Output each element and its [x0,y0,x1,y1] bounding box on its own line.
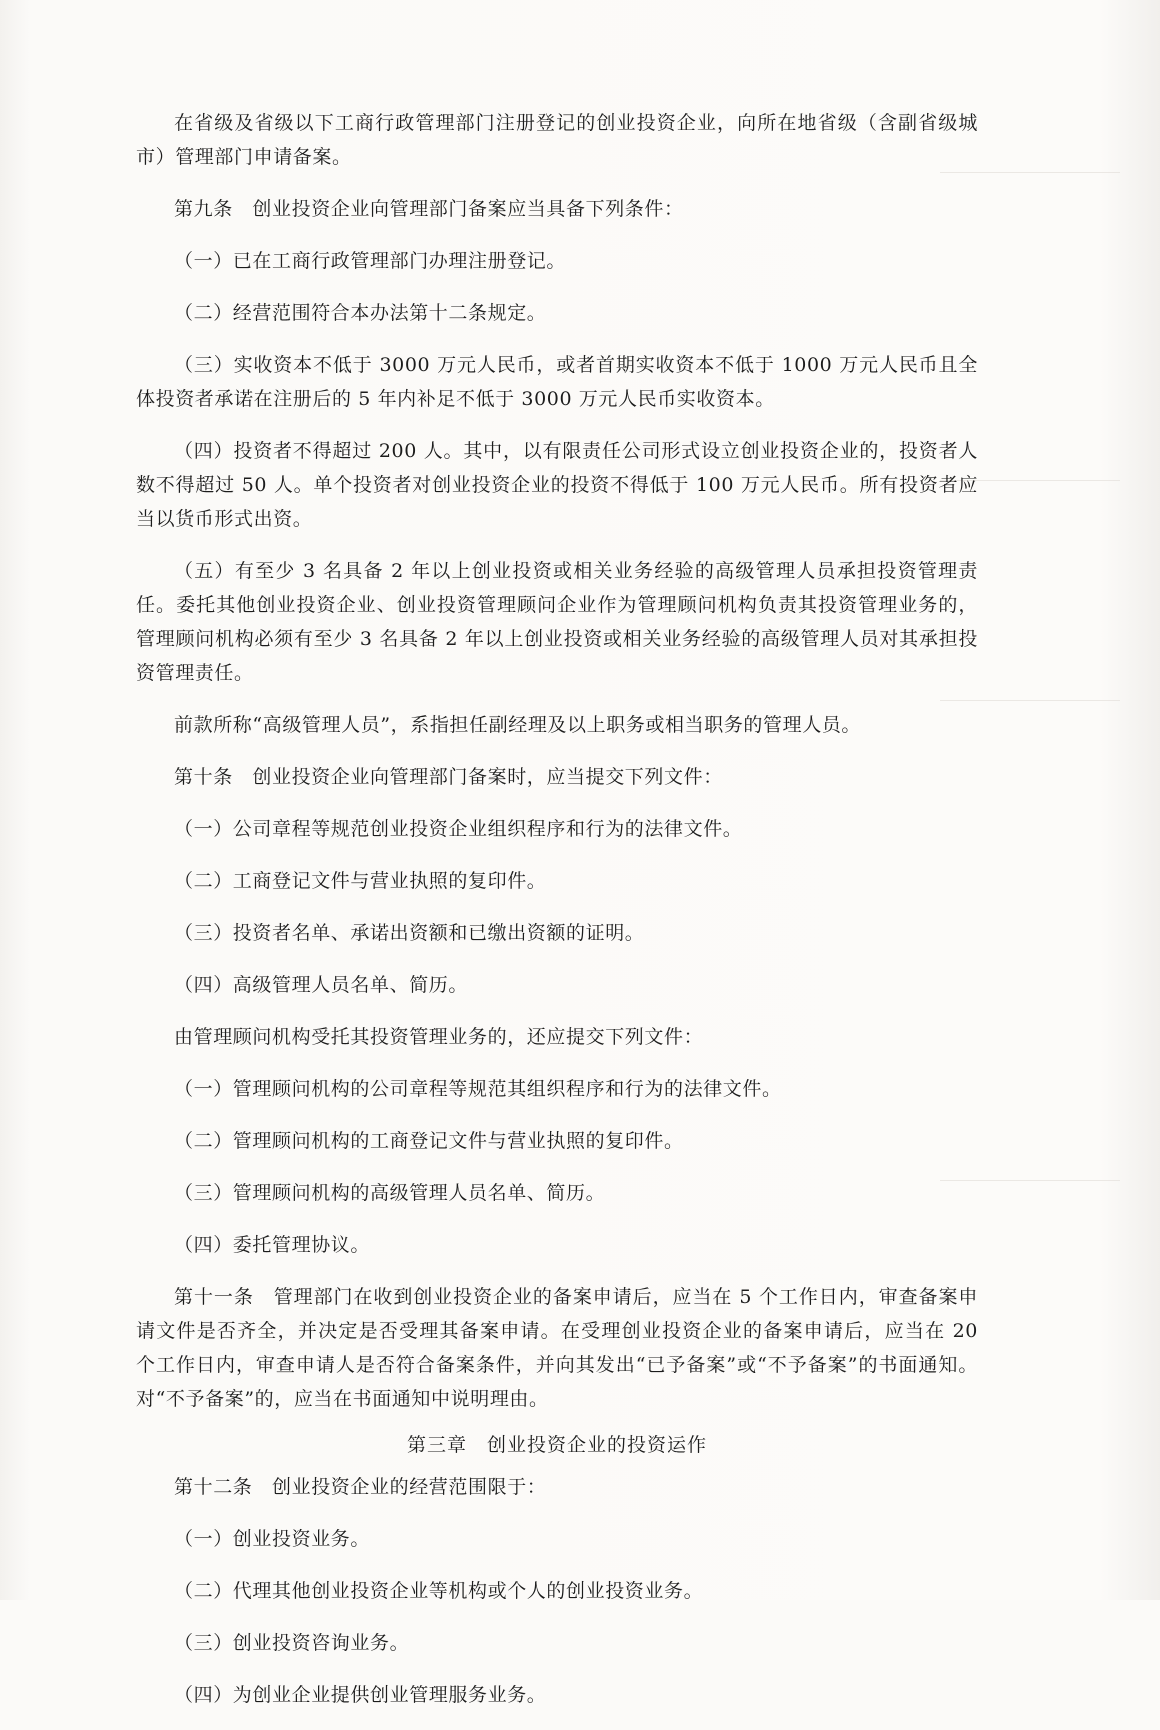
article-11-paragraph: 第十一条 管理部门在收到创业投资企业的备案申请后，应当在 5 个工作日内，审查备案申请文件是否齐全，并决定是否受理其备案申请。在受理创业投资企业的备案申请后，应当在 20 个工作日内，审查申请人是否符合备案条件，并向其发出“已予备案”或“不予备案”的书面通知。对“不予备案”的，应当在书面通知中说明理由。 [136,1286,978,1410]
list-item: （三）投资者名单、承诺出资额和已缴出资额的证明。 [174,922,645,944]
list-item: （四）高级管理人员名单、简历。 [174,974,469,996]
list-item: （一）创业投资业务。 [174,1528,371,1550]
list-item: （二）管理顾问机构的工商登记文件与营业执照的复印件。 [174,1130,684,1152]
list-item: （四）投资者不得超过 200 人。其中，以有限责任公司形式设立创业投资企业的，投资者人数不得超过 50 人。单个投资者对创业投资企业的投资不得低于 100 万元人民币。所有投资者应当以货币形式出资。 [136,440,978,530]
article-10-heading: 第十条 创业投资企业向管理部门备案时，应当提交下列文件： [174,766,723,788]
paragraph: 前款所称“高级管理人员”，系指担任副经理及以上职务或相当职务的管理人员。 [174,714,862,736]
list-item: （五）有至少 3 名具备 2 年以上创业投资或相关业务经验的高级管理人员承担投资管理责任。委托其他创业投资企业、创业投资管理顾问企业作为管理顾问机构负责其投资管理业务的，管理顾问机构必须有至少 3 名具备 2 年以上创业投资或相关业务经验的高级管理人员对其承担投资管理责任。 [136,560,978,684]
paragraph: 在省级及省级以下工商行政管理部门注册登记的创业投资企业，向所在地省级（含副省级城市）管理部门申请备案。 [136,112,978,168]
list-item: （三）管理顾问机构的高级管理人员名单、简历。 [174,1182,606,1204]
list-item: （一）公司章程等规范创业投资企业组织程序和行为的法律文件。 [174,818,743,840]
list-item: （二）代理其他创业投资企业等机构或个人的创业投资业务。 [174,1580,704,1602]
list-item: （二）经营范围符合本办法第十二条规定。 [174,302,547,324]
list-item: （四）委托管理协议。 [174,1234,371,1256]
article-9-heading: 第九条 创业投资企业向管理部门备案应当具备下列条件： [174,198,684,220]
document-body [136,106,978,1730]
chapter-heading: 第三章 创业投资企业的投资运作 [406,1434,707,1456]
paragraph: 由管理顾问机构受托其投资管理业务的，还应提交下列文件： [174,1026,704,1048]
article-12-heading: 第十二条 创业投资企业的经营范围限于： [174,1476,547,1498]
list-item: （三）创业投资咨询业务。 [174,1632,410,1654]
list-item: （四）为创业企业提供创业管理服务业务。 [174,1684,547,1706]
list-item: （三）实收资本不低于 3000 万元人民币，或者首期实收资本不低于 1000 万元人民币且全体投资者承诺在注册后的 5 年内补足不低于 3000 万元人民币实收资本。 [136,354,978,410]
list-item: （一）管理顾问机构的公司章程等规范其组织程序和行为的法律文件。 [174,1078,782,1100]
list-item: （二）工商登记文件与营业执照的复印件。 [174,870,547,892]
list-item: （一）已在工商行政管理部门办理注册登记。 [174,250,567,272]
